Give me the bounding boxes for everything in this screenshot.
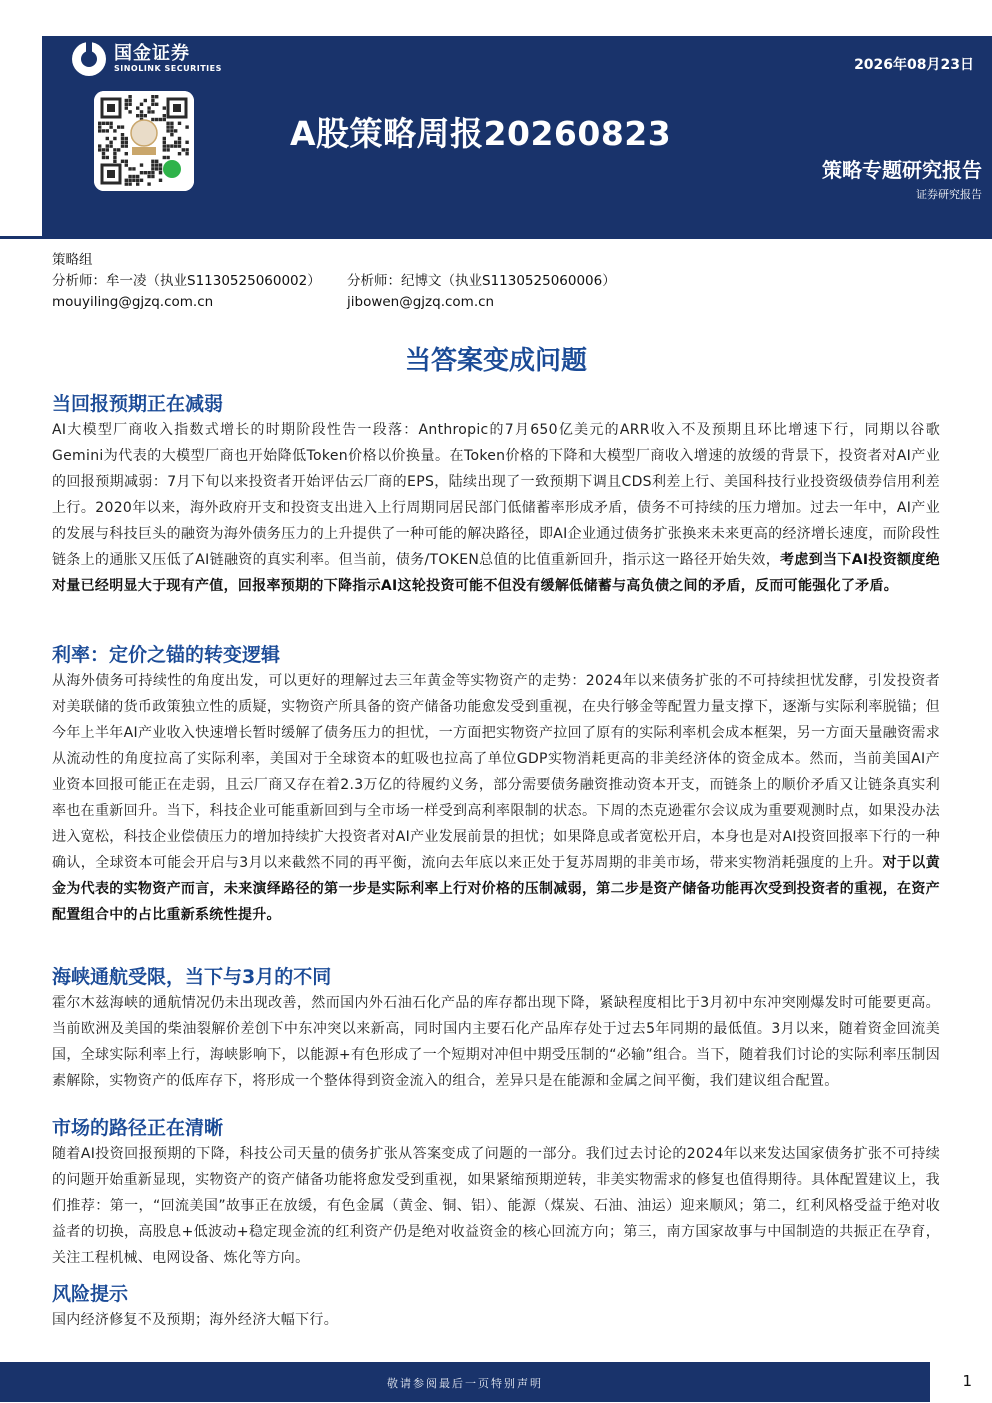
section-heading: 风险提示 [52, 1283, 129, 1305]
article-title: 当答案变成问题 [404, 346, 587, 376]
brand-logo-icon [72, 42, 106, 76]
section-risk-warning [52, 1282, 940, 1333]
section-heading: 当回报预期正在减弱 [52, 393, 224, 415]
section-body: AI大模型厂商收入指数式增长的时期阶段性告一段落：Anthropic的7月650亿美元的ARR收入不及预期且环比增速下行，同期以谷歌Gemini为代表的大模型厂商也开始降低Token价格以价换量。在Token价格的下降和大模型厂商收入增速的放缓的背景下，投资者对AI产业的回报预期减弱：7月下旬以来投资者开始评估云厂商的EPS，陆续出现了一致预期下调且CDS利差上行、美国科技行业投资级债券信用利差上行。2020年以来，海外政府开支和投资支出进入上行周期同居民部门低储蓄率形成矛盾，债务不可持续的压力增加。过去一年中，AI产业的发展与科技巨头的融资为海外债务压力的上升提供了一种可能的解决路径，即AI企业通过债务扩张换来未来更高的经济增长速度，而阶段性链条上的通胀又压低了AI链融资的真实利率。但当前，债务/TOKEN总值的比值重新回升，指示这一路径开始失效，考虑到当下AI投资额度绝对量已经明显大于现有产值，回报率预期的下降指示AI这轮投资可能不但没有缓解低储蓄与高负债之间的矛盾，反而可能强化了矛盾。 [52, 422, 940, 594]
report-header-banner [42, 36, 992, 236]
section-body: 霍尔木兹海峡的通航情况仍未出现改善，然而国内外石油石化产品的库存都出现下降，紧缺程度相比于3月初中东冲突刚爆发时可能要更高。当前欧洲及美国的柴油裂解价差创下中东冲突以来新高，同时国内主要石化产品库存处于过去5年同期的最低值。3月以来，随着资金回流美国，全球实际利率上行，海峡影响下，以能源+有色形成了一个短期对冲但中期受压制的“必输”组合。当下，随着我们讨论的实际利率压制因素解除，实物资产的低库存下，将形成一个整体得到资金流入的组合，差异只是在能源和金属之间平衡，我们建议组合配置。 [52, 995, 940, 1089]
author-block [52, 250, 616, 313]
brand-logo [72, 42, 222, 76]
report-title: A股策略周报20260823 [290, 114, 672, 153]
analyst-1: 分析师：牟一凌（执业S1130525060002） [52, 273, 321, 289]
report-subtype: 证券研究报告 [916, 188, 982, 201]
brand-name-en: SINOLINK SECURITIES [114, 64, 222, 73]
analyst-1-email[interactable]: mouyiling@gjzq.com.cn [52, 294, 214, 310]
section-body: 从海外债务可持续性的角度出发，可以更好的理解过去三年黄金等实物资产的走势：2024年以来债务扩张的不可持续担忧发酵，引发投资者对美联储的货币政策独立性的质疑，实物资产所具备的资产储备功能愈发受到重视，在央行够金等配置力量支撑下，逐渐与实际利率脱锚；但今年上半年AI产业收入快速增长暂时缓解了债务压力的担忧，一方面把实物资产拉回了原有的实际利率机会成本框架，另一方面天量融资需求从流动性的角度拉高了实际利率，美国对于全球资本的虹吸也拉高了单位GDP实物消耗更高的非美经济体的资金成本。然而，当前美国AI产业资本回报可能正在走弱，且云厂商又存在着2.3万亿的待履约义务，部分需要债务融资推动资本开支，而链条上的顺价矛盾又让链条真实利率也在重新回升。当下，科技企业可能重新回到与全市场一样受到高利率限制的状态。下周的杰克逊霍尔会议成为重要观测时点，如果没办法进入宽松，科技企业偿债压力的增加持续扩大投资者对AI产业发展前景的担忧；如果降息或者宽松开启，本身也是对AI投资回报率下行的一种确认，全球资本可能会开启与3月以来截然不同的再平衡，流向去年底以来正处于复苏周期的非美市场，带来实物消耗强度的上升。对于以黄金为代表的实物资产而言，未来演绎路径的第一步是实际利率上行对价格的压制减弱，第二步是资产储备功能再次受到投资者的重视，在资产配置组合中的占比重新系统性提升。 [52, 673, 940, 923]
header-divider [0, 236, 992, 239]
report-date: 2026年08月23日 [854, 57, 974, 73]
report-type: 策略专题研究报告 [822, 158, 982, 182]
brand-name-cn: 国金证券 [114, 43, 190, 64]
section-body: 国内经济修复不及预期；海外经济大幅下行。 [52, 1312, 338, 1328]
section-return-expectations [52, 392, 940, 599]
qr-code-icon[interactable] [94, 91, 194, 191]
section-highlight: 考虑到当下AI投资额度绝对量已经明显大于现有产值，回报率预期的下降指示AI这轮投资可能不但没有缓解低储蓄与高负债之间的矛盾，反而可能强化了矛盾。 [52, 552, 940, 594]
section-heading: 市场的路径正在清晰 [52, 1117, 224, 1139]
page-number: 1 [962, 1372, 972, 1390]
analyst-2: 分析师：纪博文（执业S1130525060006） [347, 273, 616, 289]
section-interest-rate [52, 643, 940, 928]
footer-disclaimer[interactable]: 敬请参阅最后一页特别声明 [387, 1377, 543, 1390]
section-highlight: 对于以黄金为代表的实物资产而言，未来演绎路径的第一步是实际利率上行对价格的压制减弱，第二步是资产储备功能再次受到投资者的重视，在资产配置组合中的占比重新系统性提升。 [52, 855, 940, 923]
analyst-2-email[interactable]: jibowen@gjzq.com.cn [347, 294, 495, 310]
section-heading: 利率：定价之锚的转变逻辑 [52, 644, 281, 666]
section-market-path [52, 1116, 940, 1271]
section-heading: 海峡通航受限，当下与3月的不同 [52, 966, 332, 988]
section-strait-shipping [52, 965, 940, 1094]
analyst-group: 策略组 [52, 252, 93, 268]
section-body: 随着AI投资回报预期的下降，科技公司天量的债务扩张从答案变成了问题的一部分。我们过去讨论的2024年以来发达国家债务扩张不可持续的问题开始重新显现，实物资产的资产储备功能将愈发受到重视，如果紧缩预期逆转，非美实物需求的修复也值得期待。具体配置建议上，我们推荐：第一，“回流美国”故事正在放缓，有色金属（黄金、铜、铝）、能源（煤炭、石油、油运）迎来顺风；第二，红利风格受益于绝对收益者的切换，高股息+低波动+稳定现金流的红利资产仍是绝对收益资金的核心回流方向；第三，南方国家故事与中国制造的共振正在孕育，关注工程机械、电网设备、炼化等方向。 [52, 1146, 940, 1266]
